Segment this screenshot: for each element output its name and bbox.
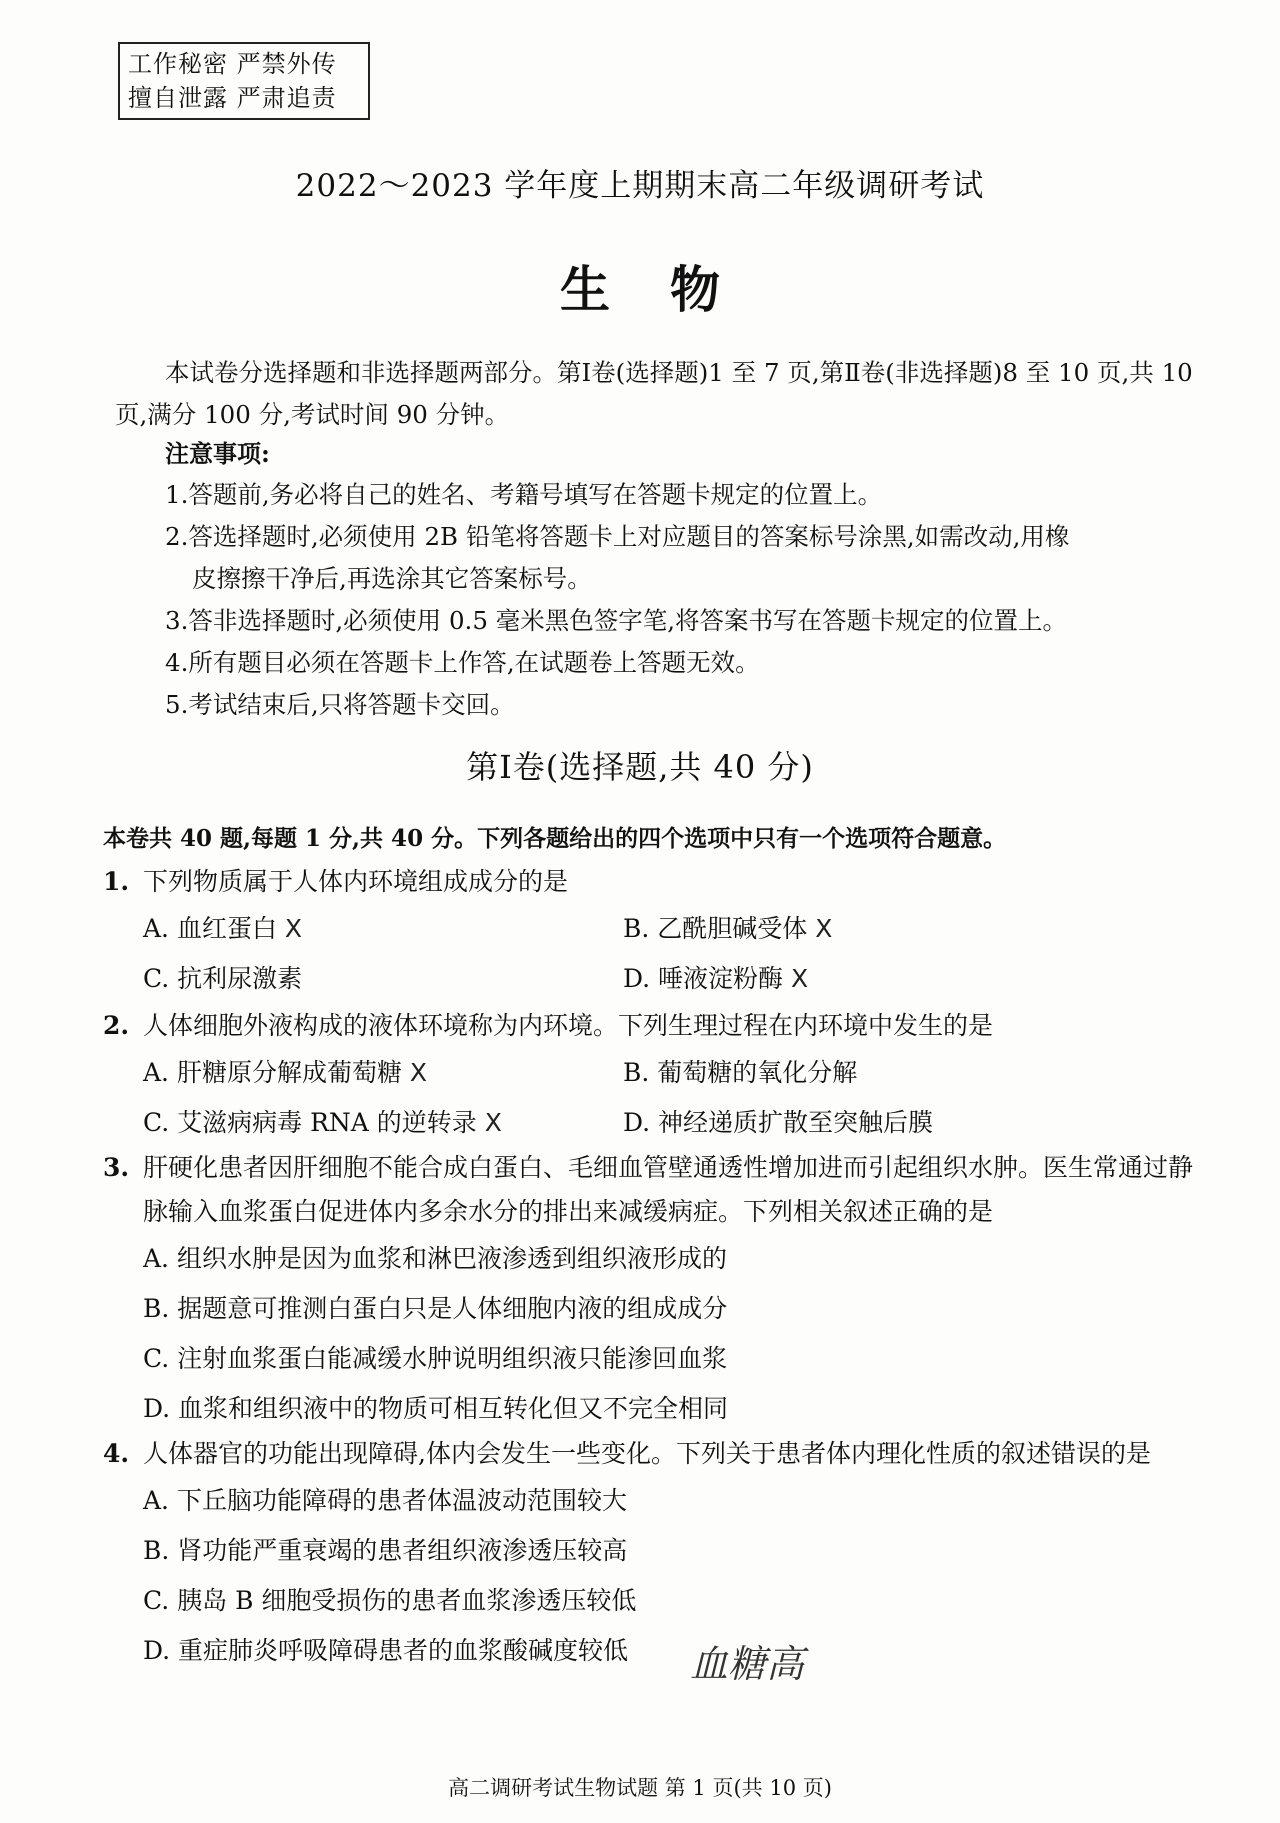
option-d: D. 唾液淀粉酶 X [623,964,809,993]
cross-mark: X [815,914,833,943]
option-a: A. 下丘脑功能障碍的患者体温波动范围较大 [143,1486,627,1515]
handwritten-note: 血糖高 [690,1642,805,1686]
page-footer: 高二调研考试生物试题 第 1 页(共 10 页) [448,1776,832,1800]
option-b: B. 葡萄糖的氧化分解 [623,1058,858,1087]
note-item: 4.所有题目必须在答题卡上作答,在试题卷上答题无效。 [165,648,760,677]
question-stem: 人体细胞外液构成的液体环境称为内环境。下列生理过程在内环境中发生的是 [143,1011,994,1040]
question-stem: 人体器官的功能出现障碍,体内会发生一些变化。下列关于患者体内理化性质的叙述错误的是 [143,1439,1151,1468]
option-d: D. 神经递质扩散至突触后膜 [623,1108,934,1137]
question-number: 1. [103,867,130,896]
cross-mark: X [791,964,809,993]
section-heading: 第Ⅰ卷(选择题,共 40 分) [466,748,814,786]
confidential-stamp [118,42,370,120]
stamp-line-2: 擅自泄露 严肃追责 [128,84,337,112]
note-item: 1.答题前,务必将自己的姓名、考籍号填写在答题卡规定的位置上。 [165,480,883,509]
option-a: A. 血红蛋白 X [143,914,303,943]
exam-title: 2022～2023 学年度上期期末高二年级调研考试 [295,168,985,204]
question-number: 2. [103,1011,130,1040]
note-item: 5.考试结束后,只将答题卡交回。 [165,690,515,719]
notes-heading: 注意事项: [165,439,270,468]
option-b: B. 据题意可推测白蛋白只是人体细胞内液的组成成分 [143,1294,728,1323]
option-a: A. 肝糖原分解成葡萄糖 X [143,1058,428,1087]
intro-paragraph: 本试卷分选择题和非选择题两部分。第Ⅰ卷(选择题)1 至 7 页,第Ⅱ卷(非选择题)8 至 10 页,共 10 页,满分 100 分,考试时间 90 分钟。 [115,358,1193,429]
option-b: B. 肾功能严重衰竭的患者组织液渗透压较高 [143,1536,628,1565]
stamp-line-1: 工作秘密 严禁外传 [128,50,337,78]
cross-mark: X [284,914,303,943]
option-c: C. 注射血浆蛋白能减缓水肿说明组织液只能渗回血浆 [143,1344,728,1373]
option-b: B. 乙酰胆碱受体 X [623,914,833,943]
option-a: A. 组织水肿是因为血浆和淋巴液渗透到组织液形成的 [143,1244,727,1273]
cross-mark: X [484,1108,502,1137]
note-item: 3.答非选择题时,必须使用 0.5 毫米黑色签字笔,将答案书写在答题卡规定的位置上。 [165,606,1068,635]
notes-list [165,474,1195,726]
cross-mark: X [409,1058,428,1087]
option-d: D. 血浆和组织液中的物质可相互转化但又不完全相同 [143,1394,729,1423]
note-item: 2.答选择题时,必须使用 2B 铅笔将答题卡上对应题目的答案标号涂黑,如需改动,用橡 皮擦擦干净后,再选涂其它答案标号。 [165,522,1070,593]
section-description: 本卷共 40 题,每题 1 分,共 40 分。下列各题给出的四个选项中只有一个选项符合题意。 [103,825,1007,852]
question-1 [103,860,1203,1004]
question-3 [103,1146,1203,1434]
question-number: 3. [103,1153,130,1182]
question-2 [103,1004,1203,1148]
question-stem: 肝硬化患者因肝细胞不能合成白蛋白、毛细血管壁通透性增加进而引起组织水肿。医生常通过静脉输入血浆蛋白促进体内多余水分的排出来减缓病症。下列相关叙述正确的是 [143,1153,1194,1226]
subject-title: 生物 [560,260,780,319]
question-4 [103,1432,1203,1676]
option-d: D. 重症肺炎呼吸障碍患者的血浆酸碱度较低 [143,1636,629,1665]
option-c: C. 抗利尿激素 [143,964,303,993]
question-number: 4. [103,1439,130,1468]
option-c: C. 胰岛 B 细胞受损伤的患者血浆渗透压较低 [143,1586,637,1615]
question-stem: 下列物质属于人体内环境组成成分的是 [143,867,569,896]
option-c: C. 艾滋病病毒 RNA 的逆转录 X [143,1108,502,1137]
